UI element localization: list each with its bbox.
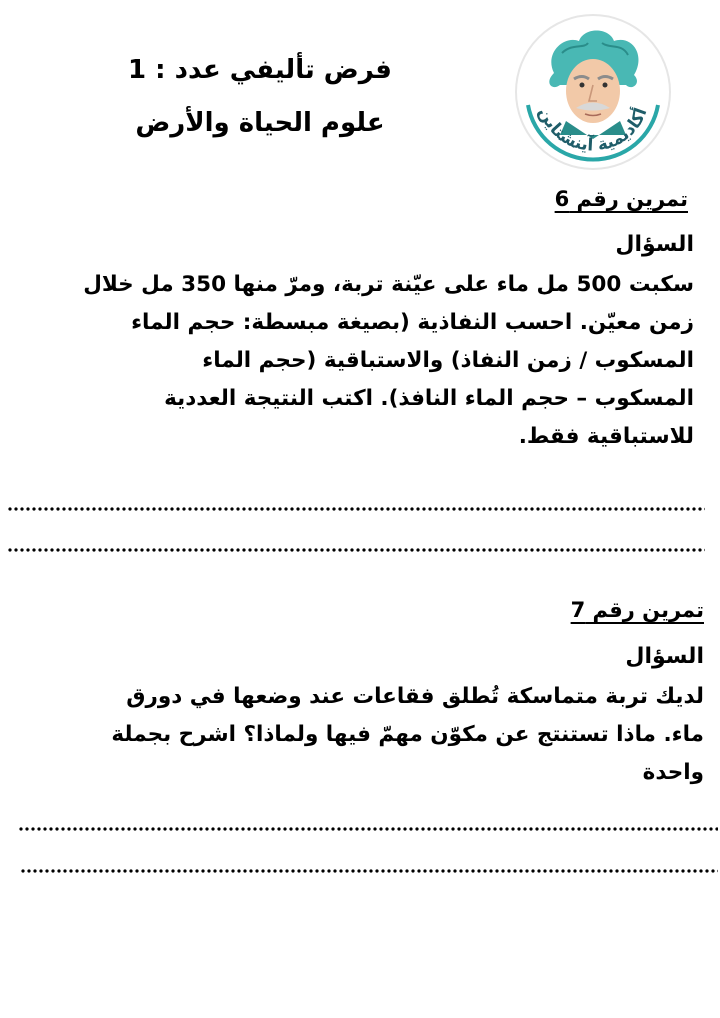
answer-line[interactable] bbox=[7, 547, 705, 553]
logo-text: أكاديمية آينشتاين bbox=[534, 104, 652, 156]
question-line: المسكوب / زمن النفاذ) والاستباقية (حجم الماء bbox=[202, 348, 694, 373]
question-line: سكبت 500 مل ماء على عيّنة تربة، ومرّ منها 350 مل خلال bbox=[83, 272, 694, 297]
question-line: زمن معيّن. احسب النفاذية (بصيغة مبسطة: حجم الماء bbox=[131, 310, 694, 335]
exercise-7-question-label: السؤال bbox=[625, 644, 704, 669]
exercise-6-heading: تمرين رقم 6 bbox=[554, 187, 688, 211]
answer-line[interactable] bbox=[20, 868, 718, 874]
academy-logo bbox=[514, 13, 672, 171]
question-line: ماء. ماذا تستنتج عن مكوّن مهمّ فيها ولماذا؟ اشرح بجملة bbox=[111, 722, 704, 747]
question-line: المسكوب – حجم الماء النافذ). اكتب النتيجة العددية bbox=[164, 386, 694, 411]
answer-line[interactable] bbox=[7, 506, 705, 512]
answer-line[interactable] bbox=[18, 826, 718, 832]
question-line: واحدة bbox=[642, 760, 704, 785]
question-line: لديك تربة متماسكة تُطلق فقاعات عند وضعها في دورق bbox=[126, 684, 704, 709]
subject-title: علوم الحياة والأرض bbox=[135, 108, 385, 138]
exercise-7-heading: تمرين رقم 7 bbox=[570, 598, 704, 622]
exercise-7-question-text bbox=[24, 678, 704, 792]
exercise-6-question-text bbox=[34, 266, 694, 456]
exercise-6-question-label: السؤال bbox=[615, 232, 694, 257]
question-line: للاستباقية فقط. bbox=[518, 424, 694, 449]
exam-title: فرض تأليفي عدد : 1 bbox=[128, 55, 392, 85]
